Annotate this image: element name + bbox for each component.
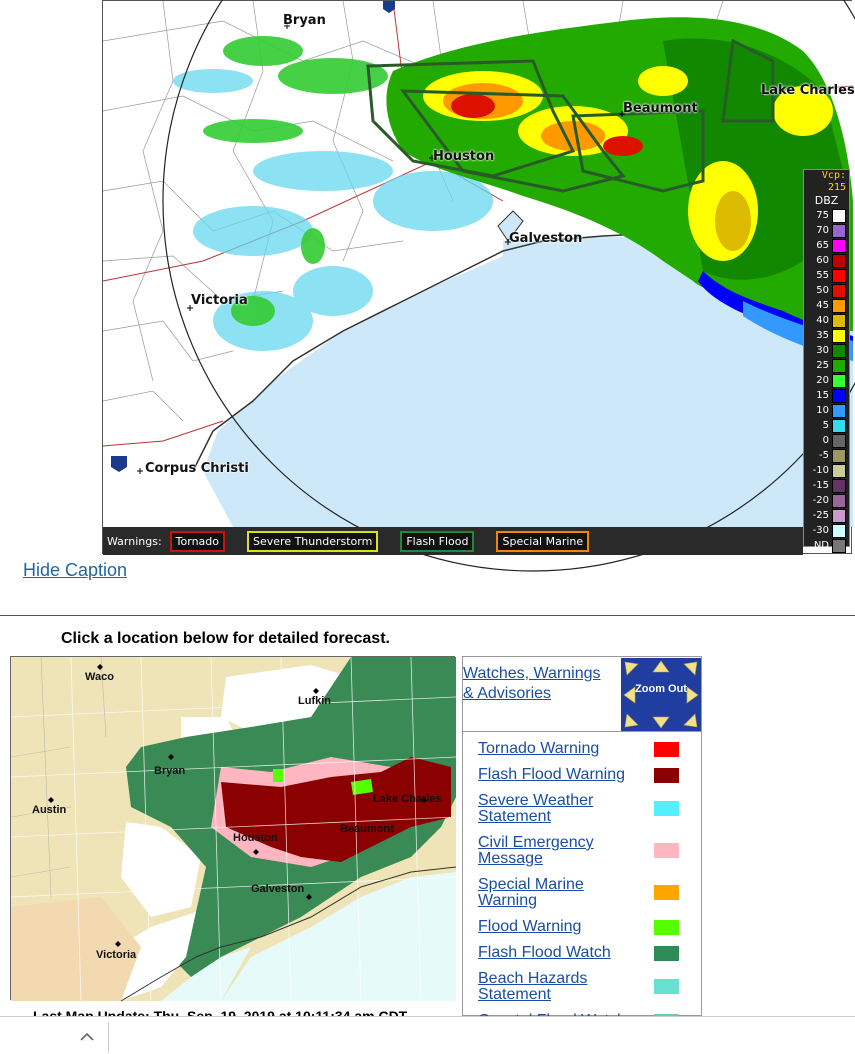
legend-swatch [654,843,679,858]
dbz-swatch [832,254,846,268]
legend-item [478,793,698,825]
dbz-scale-row [804,523,849,538]
dbz-swatch [832,524,846,538]
city-label: Lake Charles [761,83,855,98]
dbz-scale-row [804,508,849,523]
map-city-label[interactable]: Houston [233,832,278,844]
last-map-update [33,1006,407,1016]
dbz-swatch [832,314,846,328]
map-city-label[interactable]: Austin [32,804,67,816]
map-city-label[interactable]: Lufkin [298,695,331,707]
warnings-bar [103,527,803,555]
dbz-value: 65 [816,240,829,251]
forecast-instruction: Click a location below for detailed forecast. [61,630,390,647]
dbz-scale-row [804,493,849,508]
dbz-value: -25 [812,510,829,521]
legend-link-severe-weather-statement[interactable]: Severe Weather Statement [478,792,594,825]
dbz-scale-row [804,313,849,328]
dbz-value: 35 [816,330,829,341]
dbz-swatch [832,329,846,343]
legend-link-beach-hazards-statement[interactable]: Beach Hazards Statement [478,970,588,1003]
watches-warnings-advisories-link[interactable]: Watches, Warnings & Advisories [463,665,601,702]
warnings-title: Warnings: [107,534,162,548]
dbz-scale-row [804,208,849,223]
city-label: Houston [433,149,495,164]
map-city-label[interactable]: Galveston [251,883,305,895]
legend-link-tornado-warning[interactable]: Tornado Warning [478,740,600,757]
dbz-value: -10 [812,465,829,476]
dbz-value: 5 [822,420,829,431]
legend-link-flash-flood-warning[interactable]: Flash Flood Warning [478,766,626,783]
dbz-value: 45 [816,300,829,311]
legend-item [478,877,698,909]
dbz-swatch [832,509,846,523]
dbz-value: 60 [816,255,829,266]
radar-image [102,0,855,554]
dbz-value: -30 [812,525,829,536]
city-label: Galveston [509,231,583,246]
legend-swatch [654,801,679,816]
chevron-up-icon[interactable] [78,1028,96,1046]
legend-swatch [654,885,679,900]
dbz-unit: DBZ [814,194,839,207]
dbz-value: 0 [822,435,829,446]
forecast-map[interactable] [10,656,455,1000]
toolbar-divider [108,1022,109,1053]
legend-swatch [654,742,679,757]
dbz-value: -5 [819,450,829,461]
dbz-swatch [832,359,846,373]
legend-item [478,919,698,935]
dbz-value: 25 [816,360,829,371]
dbz-scale-row [804,373,849,388]
vcp-label: Vcp: 215 [821,170,846,193]
dbz-value: 55 [816,270,829,281]
dbz-scale-row [804,463,849,478]
map-city-label[interactable]: Victoria [96,949,137,961]
dbz-swatch [832,434,846,448]
dbz-scale-row [804,478,849,493]
warning-special-marine-key: Special Marine [496,531,589,552]
warning-severe-thunderstorm-key: Severe Thunderstorm [247,531,378,552]
dbz-scale-row [804,298,849,313]
legend-swatch [654,946,679,961]
dbz-swatch [832,239,846,253]
legend-swatch [654,920,679,935]
dbz-swatch [832,284,846,298]
dbz-scale-row [804,253,849,268]
dbz-swatch [832,389,846,403]
dbz-value: 70 [816,225,829,236]
dbz-swatch [832,479,846,493]
dbz-swatch [832,494,846,508]
dbz-scale-row [804,433,849,448]
dbz-value: 20 [816,375,829,386]
dbz-scale-row [804,343,849,358]
dbz-scale-row [804,418,849,433]
legend-link-flash-flood-watch[interactable]: Flash Flood Watch [478,944,611,961]
city-label: Beaumont [623,101,698,116]
warning-tornado-key: Tornado [170,531,225,552]
map-city-label[interactable]: Waco [85,671,114,683]
map-city-label[interactable]: Bryan [154,765,186,777]
legend-item [478,971,698,1003]
dbz-scale-row [804,268,849,283]
hide-caption-link[interactable]: Hide Caption [23,560,128,580]
legend-link-flood-warning[interactable]: Flood Warning [478,918,582,935]
dbz-scale-row [804,388,849,403]
legend-item [478,767,698,783]
city-label: Corpus Christi [145,461,249,476]
dbz-swatch [832,464,846,478]
dbz-scale-row [804,538,849,553]
dbz-scale-row [804,223,849,238]
legend-item [478,741,698,757]
dbz-scale-row [804,358,849,373]
zoom-out-button[interactable] [621,658,701,731]
dbz-swatch [832,404,846,418]
legend-item [478,945,698,961]
dbz-value: 75 [816,210,829,221]
dbz-value: ND [813,540,829,551]
dbz-scale-row [804,283,849,298]
legend-item [478,835,698,867]
dbz-value: 15 [816,390,829,401]
wwa-header [462,656,702,732]
dbz-scale-row [804,403,849,418]
city-label: Bryan [283,13,326,28]
dbz-value: 30 [816,345,829,356]
dbz-swatch [832,419,846,433]
dbz-swatch [832,209,846,223]
dbz-value: 10 [816,405,829,416]
legend-link-special-marine-warning[interactable]: Special Marine Warning [478,876,584,909]
dbz-swatch [832,374,846,388]
dbz-legend [803,169,850,551]
legend-swatch [654,768,679,783]
legend-swatch [654,979,679,994]
radar-map [103,1,853,527]
dbz-swatch [832,449,846,463]
dbz-swatch [832,344,846,358]
dbz-swatch [832,299,846,313]
dbz-swatch [832,539,846,553]
dbz-swatch [832,224,846,238]
divider [0,615,855,616]
dbz-swatch [832,269,846,283]
hazard-legend [462,732,702,1016]
map-city-label[interactable]: Beaumont [340,823,394,835]
zoom-out-label: Zoom Out [635,683,687,695]
legend-link-civil-emergency-message[interactable]: Civil Emergency Message [478,834,594,867]
dbz-value: 40 [816,315,829,326]
dbz-value: -20 [812,495,829,506]
dbz-value: 50 [816,285,829,296]
dbz-scale-row [804,238,849,253]
dbz-scale-row [804,448,849,463]
city-label: Victoria [191,293,248,308]
dbz-scale-row [804,328,849,343]
dbz-value: -15 [812,480,829,491]
warning-flash-flood-key: Flash Flood [400,531,474,552]
map-city-label[interactable]: Lake Charles [373,793,442,805]
bottom-toolbar [0,1016,855,1054]
